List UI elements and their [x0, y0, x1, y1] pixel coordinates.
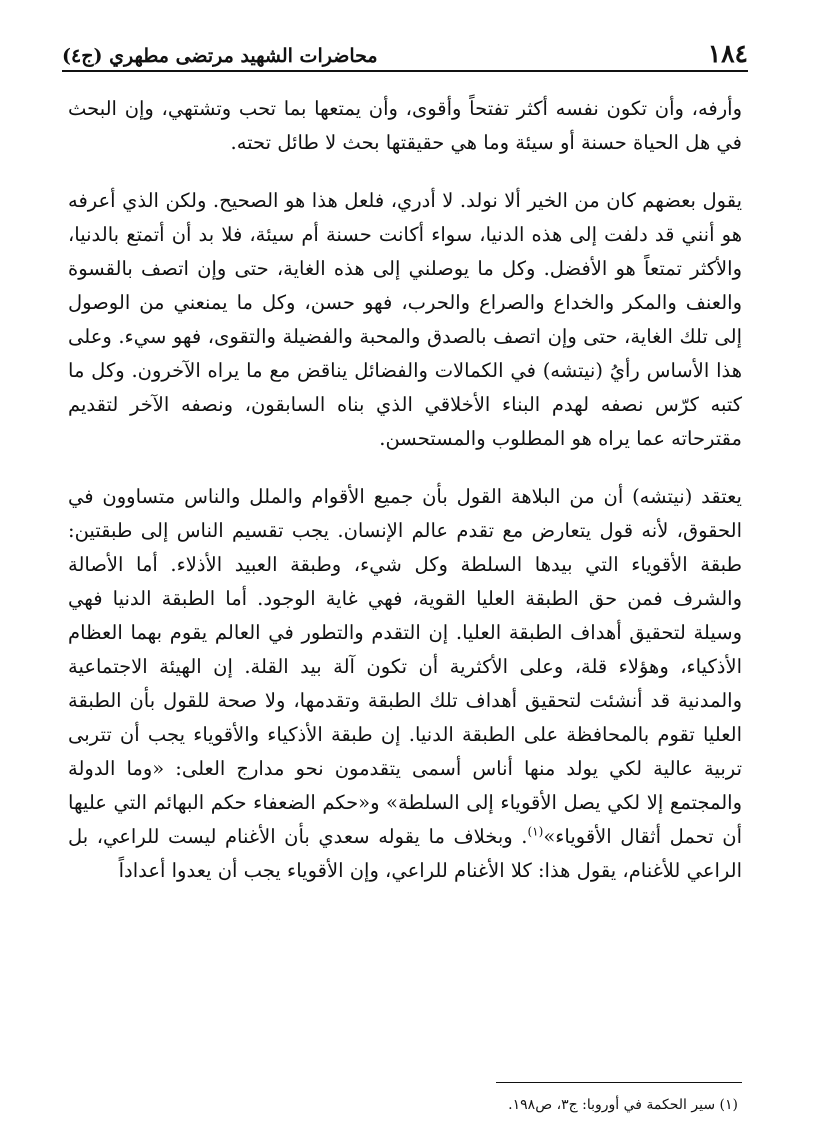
- paragraph-3-text: يعتقد (نيتشه) أن من البلاهة القول بأن جميع الأقوام والملل والناس متساوون في الحقوق، لأنه قول يتعارض مع تقدم عالم الإنسان. يجب تقسيم الناس إلى طبقتين: طبقة الأقوياء التي بيدها السلطة وكل شيء، وطبقة العبيد الأذلاء. أما الأصالة والشرف فمن حق الطبقة العليا القوية، فهي غاية الوجود. أما الطبقة الدنيا فهي وسيلة لتحقيق أهداف الطبقة العليا. إن التقدم والتطور في العالم يقوم بهما العظام الأذكياء، وهؤلاء قلة، وعلى الأكثرية أن تكون آلة بيد القلة. إن الهيئة الاجتماعية والمدنية قد أنشئت لتحقيق أهداف تلك الطبقة وتقدمها، ولا صحة للقول بأن الطبقة العليا تقوم بالمحافظة على الطبقة الدنيا. إن طبقة الأذكياء والأقوياء يجب أن تتربى تربية عالية لكي يولد منها أناس أسمى يتقدمون نحو مدارج العلى: «وما الدولة والمجتمع إلا لكي يصل الأقوياء إلى السلطة» و«حكم الضعفاء حكم البهائم التي عليها أن تحمل أثقال الأقوياء»: [68, 485, 742, 848]
- page-number: ١٨٤: [707, 39, 748, 68]
- paragraph-3: [68, 480, 742, 888]
- footnote-divider: [496, 1082, 742, 1083]
- paragraph-3-continuation: . وبخلاف ما يقوله سعدي بأن الأغنام ليست للراعي، بل الراعي للأغنام، يقول هذا: كلا الأغنام للراعي، وإن الأقوياء يجب أن يعدوا أعداداً: [68, 825, 742, 882]
- footnote: (١) سير الحكمة في أوروبا: ج٣، ص١٩٨.: [508, 1097, 738, 1113]
- paragraph-2: يقول بعضهم كان من الخير ألا نولد. لا أدري، فلعل هذا هو الصحيح. ولكن الذي أعرفه هو أنني قد دلفت إلى هذه الدنيا، سواء أكانت حسنة أم سيئة، فلا بد أن أتمتع بالدنيا، والأكثر تمتعاً هو الأفضل. وكل ما يوصلني إلى هذه الغاية، حتى وإن اتصف بالقسوة والعنف والمكر والخداع والصراع والحرب، فهو حسن، وكل ما يمنعني من الوصول إلى تلك الغاية، حتى وإن اتصف بالصدق والمحبة والفضيلة والتقوى، فهو سيء. وعلى هذا الأساس رأيُ (نيتشه) في الكمالات والفضائل يناقض مع ما يراه الآخرون. وكل ما كتبه كرّس نصفه لهدم البناء الأخلاقي الذي بناه السابقون، ونصفه الآخر لتقديم مقترحاته عما يراه هو المطلوب والمستحسن.: [68, 189, 742, 450]
- footnote-reference: (١): [527, 824, 544, 839]
- paragraph-1: وأرفه، وأن تكون نفسه أكثر تفتحاً وأقوى، وأن يمتعها بما تحب وتشتهي، وإن البحث في هل الحياة حسنة أو سيئة وما هي حقيقتها بحث لا طائل تحته.: [68, 97, 742, 154]
- header-divider: [62, 70, 748, 72]
- page-body: [68, 92, 742, 912]
- page-header: [62, 26, 748, 66]
- running-title: محاضرات الشهيد مرتضى مطهري (ج٤): [62, 45, 378, 67]
